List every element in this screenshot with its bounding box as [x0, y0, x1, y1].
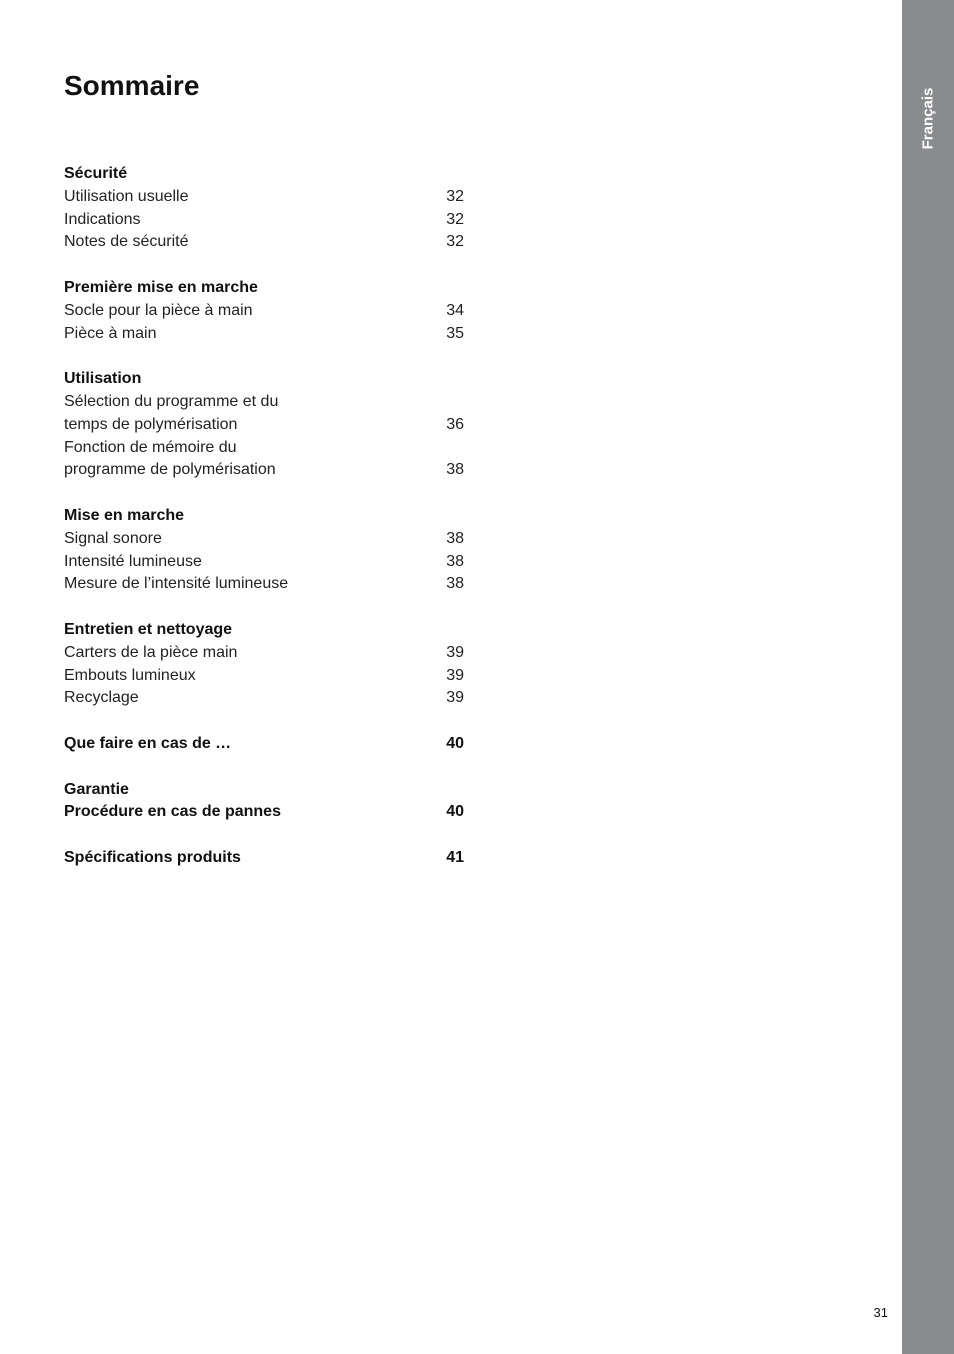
toc-page-number: 32	[446, 210, 464, 228]
toc-entry[interactable]	[64, 437, 464, 460]
toc-entry-label: Indications	[64, 210, 141, 228]
toc-entry-label: Socle pour la pièce à main	[64, 301, 253, 319]
toc-heading-label: Procédure en cas de pannes	[64, 803, 281, 821]
toc-heading-label: Mise en marche	[64, 506, 185, 524]
toc-heading-label: Entretien et nettoyage	[64, 620, 233, 638]
toc-entry[interactable]	[64, 323, 464, 346]
toc-entry[interactable]	[64, 665, 464, 688]
toc-entry[interactable]	[64, 209, 464, 232]
toc-heading[interactable]	[64, 163, 464, 186]
toc-section-que-faire	[64, 733, 464, 756]
toc-entry[interactable]	[64, 687, 464, 710]
toc-entry-label: Sélection du programme et du	[64, 392, 279, 410]
toc-page-number: 40	[446, 734, 464, 752]
toc-entry-label: Fonction de mémoire du	[64, 438, 237, 456]
toc-heading-label: Utilisation	[64, 370, 142, 388]
toc-section-mise-en-marche	[64, 505, 464, 596]
toc-entry[interactable]	[64, 300, 464, 323]
toc-page-number: 39	[446, 666, 464, 684]
toc-entry[interactable]	[64, 551, 464, 574]
toc-entry[interactable]	[64, 186, 464, 209]
toc-section-utilisation	[64, 368, 464, 482]
toc-section-garantie	[64, 779, 464, 825]
page-title: Sommaire	[64, 70, 200, 101]
toc-heading-label: Première mise en marche	[64, 278, 258, 296]
toc-entry-label: Utilisation usuelle	[64, 187, 189, 205]
toc-entry-label: Signal sonore	[64, 529, 162, 547]
toc-entry[interactable]	[64, 231, 464, 254]
toc-page-number: 39	[446, 643, 464, 661]
toc-entry[interactable]	[64, 414, 464, 437]
toc-page-number: 34	[446, 301, 464, 319]
toc-page-number: 32	[446, 187, 464, 205]
toc-entry-label: Carters de la pièce main	[64, 643, 238, 661]
toc-page-number: 38	[446, 529, 464, 547]
toc-page-number: 36	[446, 415, 464, 433]
toc-heading[interactable]	[64, 779, 464, 802]
toc-entry-label: Intensité lumineuse	[64, 552, 202, 570]
toc-entry-label: Mesure de l’intensité lumineuse	[64, 575, 289, 593]
toc-entry-label: Notes de sécurité	[64, 233, 189, 251]
language-side-tab	[902, 0, 954, 1354]
language-tab-label-box	[908, 82, 948, 154]
toc-entry[interactable]	[64, 391, 464, 414]
toc-entry-label: Recyclage	[64, 689, 139, 707]
toc-section-securite	[64, 163, 464, 254]
toc-entry-label: temps de polymérisation	[64, 415, 238, 433]
toc-page-number: 38	[446, 552, 464, 570]
toc-entry-label: programme de polymérisation	[64, 461, 276, 479]
toc-heading[interactable]	[64, 277, 464, 300]
language-tab-label: Français	[919, 87, 937, 149]
toc-heading[interactable]	[64, 368, 464, 391]
toc-heading[interactable]	[64, 847, 464, 870]
toc-heading[interactable]	[64, 801, 464, 824]
toc-page-number: 39	[446, 689, 464, 707]
toc-section-entretien-et-nettoyage	[64, 619, 464, 710]
toc-page-number: 41	[446, 848, 464, 866]
toc-page-number: 32	[446, 233, 464, 251]
toc-heading-label: Sécurité	[64, 165, 128, 182]
toc-heading[interactable]	[64, 619, 464, 642]
toc-page-number: 35	[446, 324, 464, 342]
toc-heading-label: Spécifications produits	[64, 848, 241, 866]
toc-heading[interactable]	[64, 733, 464, 756]
toc-page-number: 40	[446, 803, 464, 821]
page-number: 31	[873, 1305, 888, 1320]
toc-heading-label: Garantie	[64, 780, 129, 798]
toc-section-premiere-mise-en-marche	[64, 277, 464, 345]
toc-entry[interactable]	[64, 459, 464, 482]
toc-entry-label: Pièce à main	[64, 324, 157, 342]
toc-heading[interactable]	[64, 505, 464, 528]
table-of-contents	[64, 163, 464, 893]
toc-entry[interactable]	[64, 573, 464, 596]
toc-entry[interactable]	[64, 528, 464, 551]
toc-entry[interactable]	[64, 642, 464, 665]
toc-section-specifications	[64, 847, 464, 870]
toc-page-number: 38	[446, 461, 464, 479]
toc-page-number: 38	[446, 575, 464, 593]
toc-entry-label: Embouts lumineux	[64, 666, 196, 684]
toc-heading-label: Que faire en cas de …	[64, 734, 232, 752]
